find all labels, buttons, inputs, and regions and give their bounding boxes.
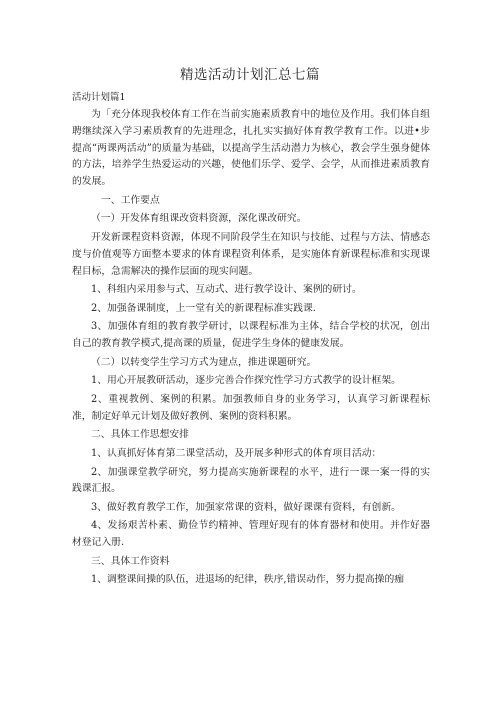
list-item: 1、用心开展教研活动，逐步完善合作探究性学习方式教学的设计框架。 <box>91 375 401 387</box>
list-item: 2、加强课堂教学研究，努力提高实施新课程的水平，进行一课一案一得的实践课汇报。 <box>72 466 430 495</box>
list-item: 3、加强体育组的教育教学研讨，以课程标准为主体，结合学校的状况，创出自己的教育教学模式,提高课的质量，促进学生身体的健康发展。 <box>72 321 430 350</box>
document-subtitle: 活动计划篇1 <box>72 92 126 103</box>
list-item: 3、做好教育教学工作，加强家常课的资料，做好课课有资料，有创新。 <box>91 501 401 513</box>
list-item: 4、发扬艰苦朴素、勤俭节约精神、管理好现有的体育器材和使用。并作好器材登记入册. <box>72 520 430 549</box>
list-item: 2、重视教例、案例的积累。加强教师自身的业务学习，认真学习新课程标准，制定好单元计划及做好教例、案例的资料积累。 <box>72 393 430 422</box>
document-body <box>72 107 430 591</box>
paragraph-intro: 为「充分体现我校体育工作在当前实施素质教育中的地位及作用。我们体自组聘继续深入学习素质教育的先进理念，扎扎实实搞好体育教学教育工作。以进•步提高“两课两活动”的质量为基础，以提高学生活动潜力为核心，教会学生强身健体的方法，培养学生热爱运动的兴趣，使他们乐学、爱学、会学，从而推进素质教育的发展。 <box>72 109 430 188</box>
list-item: 1、调整课间操的队伍，进退场的纪律，秩序,错误动作，努力提高操的痂 <box>91 574 405 586</box>
section-heading-3: 三、具体工作资料 <box>91 555 170 567</box>
subsection-heading-1: （一）开发体育组课改资料资源，深化课改研究。 <box>91 213 307 225</box>
document-title: 精选活动计划汇总七篇 <box>180 67 320 83</box>
list-item: 1、科组内采用参与式、互动式、进行教学设计、案例的研讨。 <box>91 284 362 296</box>
section-heading-1: 一、工作要点 <box>101 194 160 206</box>
list-item: 1、认真抓好体育第二课堂活动，及开展多种形式的体育项目活动： <box>91 447 382 459</box>
paragraph: 开发新课程资料资源，体现不同阶段学生在知识与技能、过程与方法、情感态度与价值观等方面整本要求的体育课程资利体系，是实施体育新课程标准和实现课程目标，急需解决的操作层面的现实问题。 <box>72 231 430 277</box>
list-item: 2、加强备课制度，上一堂有关的新课程标准实践课. <box>91 302 316 314</box>
subsection-heading-2: （二）以转变学生学习方式为建点，推进课题研究。 <box>91 356 317 368</box>
section-heading-2: 二、具体工作思想安排 <box>91 429 189 441</box>
